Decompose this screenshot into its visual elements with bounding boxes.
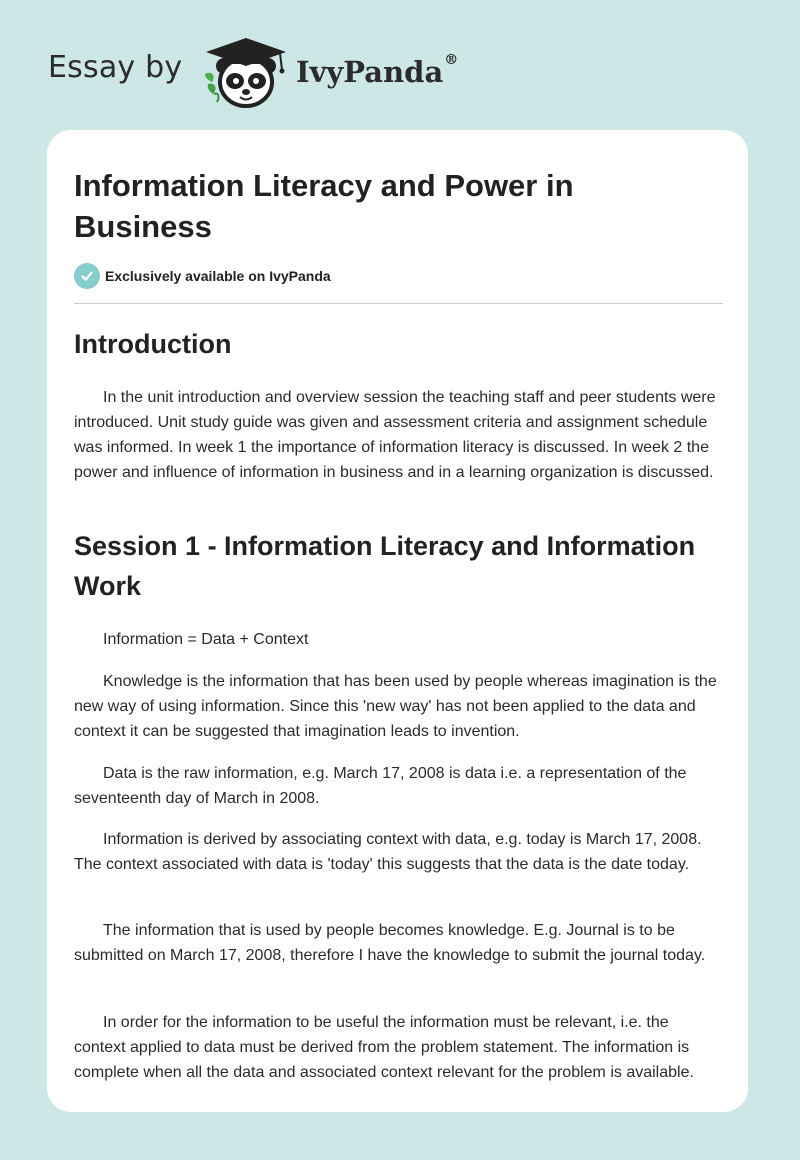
ivy-leaf-icon [205, 73, 218, 102]
brand-text: IvyPanda [296, 55, 444, 89]
checkmark-circle-icon [74, 263, 100, 289]
paragraph: In order for the information to be useful the information must be relevant, i.e. the context applied to data must be derived from the problem statement. The information is complete when all the data and associated context relevant for the problem is available. [74, 1014, 694, 1081]
section-heading-introduction: Introduction [74, 329, 232, 359]
brand-name[interactable] [296, 52, 459, 89]
site-header [0, 0, 800, 130]
title-divider [74, 303, 723, 304]
paragraph: The information that is used by people becomes knowledge. E.g. Journal is to be submitted on March 17, 2008, therefore I have the knowledge to submit the journal today. [74, 922, 706, 964]
essay-by-label: Essay by [48, 50, 183, 85]
exclusive-badge [74, 263, 331, 289]
paragraph: Knowledge is the information that has been used by people whereas imagination is the new way of using information. Since this 'new way' has not been applied to the data and context it can be suggested that imagination leads to invention. [74, 673, 717, 740]
badge-label: Exclusively available on IvyPanda [105, 268, 331, 284]
paragraph: Data is the raw information, e.g. March 17, 2008 is data i.e. a representation of the seventeenth day of March in 2008. [74, 765, 687, 807]
section-heading-session-1: Session 1 - Information Literacy and Information Work [74, 531, 696, 601]
panda-logo-icon[interactable] [202, 36, 294, 110]
paragraph: Information = Data + Context [103, 631, 309, 648]
article-title: Information Literacy and Power in Business [74, 168, 574, 244]
paragraph: Information is derived by associating context with data, e.g. today is March 17, 2008. The context associated with data is 'today' this suggests that the data is the date today. [74, 831, 702, 873]
article-card [47, 130, 748, 1112]
paragraph: In the unit introduction and overview session the teaching staff and peer students were introduced. Unit study guide was given and assessment criteria and assignment schedule was informed. In week 1 the importance of information literacy is discussed. In week 2 the power and influence of information in business and in a learning organization is discussed. [74, 389, 716, 481]
registered-mark: ® [444, 52, 459, 68]
